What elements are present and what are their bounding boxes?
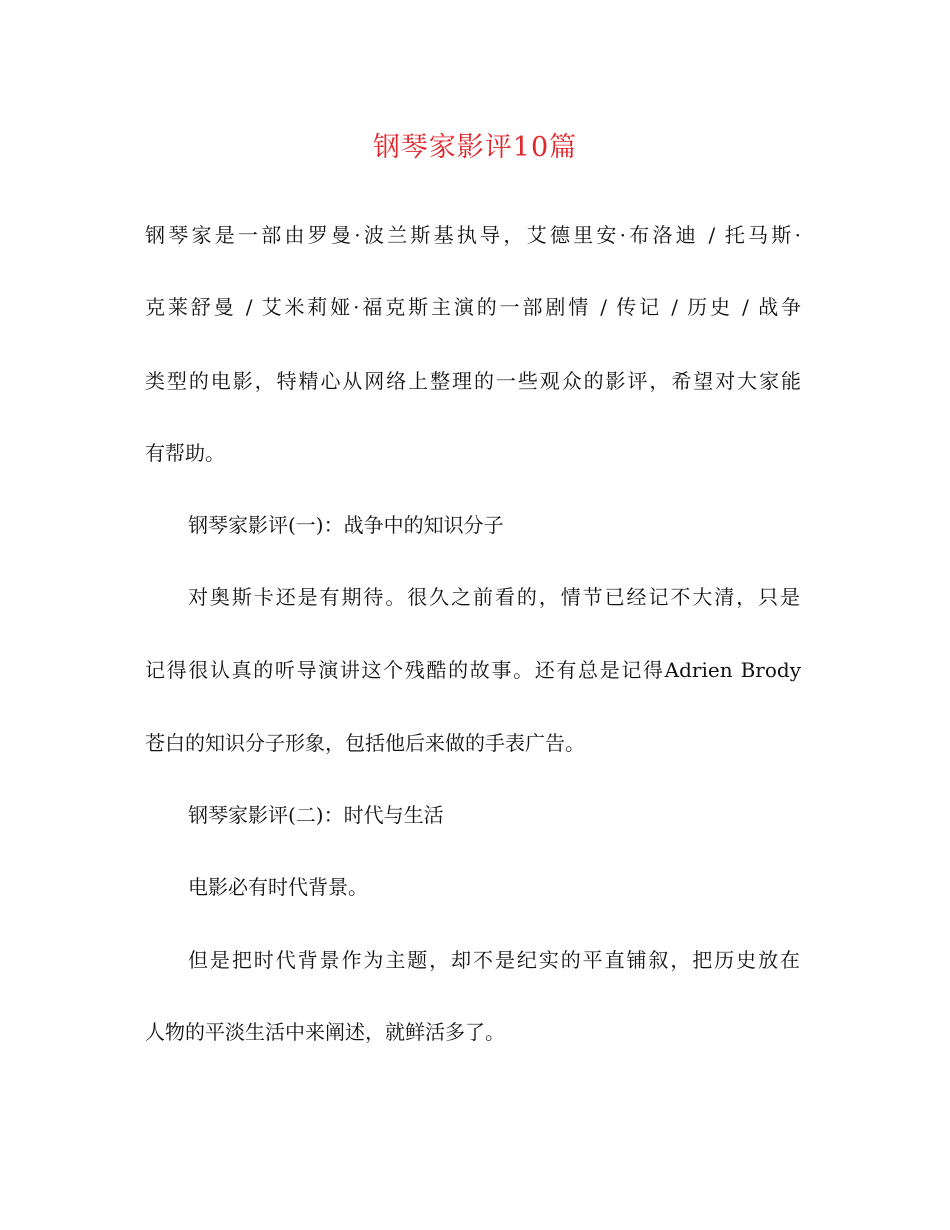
body-line-5: 对奥斯卡还是有期待。很久之前看的，情节已经记不大清，只是: [188, 585, 800, 609]
section-heading-2: 钢琴家影评(二)：时代与生活: [188, 803, 444, 827]
body-line-10: 人物的平淡生活中来阐述，就鲜活多了。: [145, 1020, 505, 1044]
body-line-1: 钢琴家是一部由罗曼·波兰斯基执导，艾德里安·布洛迪 / 托马斯·: [145, 223, 801, 247]
section-heading-1: 钢琴家影评(一)：战争中的知识分子: [188, 513, 504, 537]
document-title: 钢琴家影评10篇: [372, 132, 578, 163]
body-line-7: 苍白的知识分子形象，包括他后来做的手表广告。: [145, 731, 585, 755]
body-line-8: 电影必有时代背景。: [188, 875, 368, 899]
body-line-2: 克莱舒曼 / 艾米莉娅·福克斯主演的一部剧情 / 传记 / 历史 / 战争: [145, 295, 801, 319]
body-line-9: 但是把时代背景作为主题，却不是纪实的平直铺叙，把历史放在: [188, 948, 800, 972]
body-line-4: 有帮助。: [145, 441, 225, 465]
body-line-6: 记得很认真的听导演讲这个残酷的故事。还有总是记得Adrien Brody: [145, 658, 801, 682]
body-line-3: 类型的电影，特精心从网络上整理的一些观众的影评，希望对大家能: [145, 369, 801, 393]
